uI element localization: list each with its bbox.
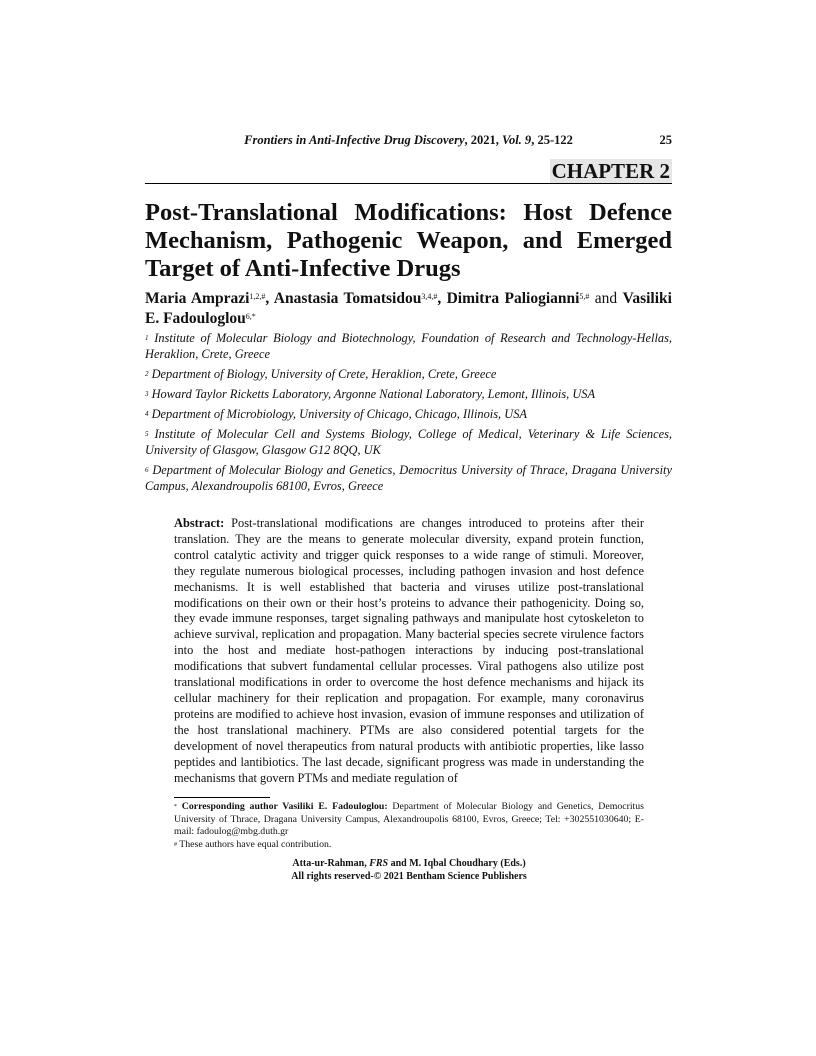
chapter-title: Post-Translational Modifications: Host Defence Mechanism, Pathogenic Weapon, and Emerged Target of Anti-Infective Drugs bbox=[145, 199, 672, 282]
affiliation-text: Institute of Molecular Biology and Biotechnology, Foundation of Research and Technology-Hellas, Heraklion, Crete, Greece bbox=[145, 331, 672, 361]
author-affil-marks: 6,* bbox=[245, 312, 256, 321]
header-rule bbox=[145, 183, 672, 184]
journal-volume: Vol. 9 bbox=[502, 133, 532, 147]
affiliation-text: Howard Taylor Ricketts Laboratory, Argonne National Laboratory, Lemont, Illinois, USA bbox=[151, 387, 596, 401]
journal-name: Frontiers in Anti-Infective Drug Discovery bbox=[244, 133, 465, 147]
editors-names: Atta-ur-Rahman, bbox=[292, 858, 370, 869]
author-list bbox=[145, 289, 672, 329]
author-affil-marks: 1,2,# bbox=[249, 292, 266, 301]
affiliation-item bbox=[145, 386, 672, 402]
equal-contribution-footnote bbox=[174, 839, 644, 852]
journal-year: , 2021, bbox=[464, 133, 502, 147]
affiliation-text: Department of Molecular Biology and Genetics, Democritus University of Thrace, Dragana University Campus, Alexandroupolis 68100, Evros, Greece bbox=[145, 463, 672, 493]
editors-names-cont: and M. Iqbal Choudhary (Eds.) bbox=[388, 858, 526, 869]
affiliation-text: Department of Microbiology, University of Chicago, Chicago, Illinois, USA bbox=[151, 407, 527, 421]
editors-line bbox=[174, 857, 644, 870]
abstract-text: Post-translational modifications are changes introduced to proteins after their translation. They are the means to generate molecular diversity, expand protein function, control catalytic activity and trigger quick responses to a wide range of stimuli. Moreover, they regulate numerous biological processes, including pathogen invasion and host defence mechanisms. It is well established that bacteria and viruses utilize post-translational modifications on their own or their host’s proteins to advance their pathogenicity. Doing so, they evade immune responses, target signaling pathways and manipulate host cytoskeleton to achieve survival, replication and propagation. Many bacterial species secrete virulence factors into the host and mediate host-pathogen interactions by inducing post-translational modifications that subvert fundamental cellular processes. Viral pathogens also utilize post translational modifications in order to overcome the host defence mechanisms and hijack its cellular machinery for their replication and propagation. For example, many coronavirus proteins are modified to achieve host invasion, evasion of immune responses and utilization of the host translational machinery. PTMs are also considered potential targets for the development of novel therapeutics from natural products with antibiotic properties, like lasso peptides and lantibiotics. The last decade, significant progress was made in understanding the mechanisms that govern PTMs and mediate regulation of bbox=[174, 516, 644, 785]
page-number: 25 bbox=[659, 133, 672, 147]
author-affil-marks: 5,# bbox=[579, 292, 590, 301]
corresponding-footnote bbox=[174, 801, 644, 839]
affiliation-item bbox=[145, 426, 672, 458]
affiliation-text: Department of Biology, University of Crete, Heraklion, Crete, Greece bbox=[151, 367, 497, 381]
footnotes bbox=[174, 801, 644, 851]
chapter-label: CHAPTER 2 bbox=[551, 159, 670, 183]
equal-contribution-text: These authors have equal contribution. bbox=[177, 838, 332, 850]
author-name: Anastasia Tomatsidou bbox=[273, 290, 422, 307]
affiliation-number: 5 bbox=[145, 430, 149, 438]
affiliation-number: 1 bbox=[145, 334, 149, 342]
corresponding-label: Corresponding author Vasiliki E. Fadouloglou: bbox=[181, 801, 388, 812]
affiliation-number: 6 bbox=[145, 466, 149, 474]
abstract-label: Abstract: bbox=[174, 516, 225, 530]
author-affil-marks: 3,4,# bbox=[421, 292, 438, 301]
affiliation-list bbox=[145, 330, 672, 498]
author-name: Vasiliki E. Fadouloglou bbox=[145, 290, 672, 327]
footnote-mark: * bbox=[174, 804, 177, 810]
author-name: Maria Amprazi bbox=[145, 290, 250, 307]
affiliation-number: 3 bbox=[145, 390, 149, 398]
footnote-mark: # bbox=[174, 841, 177, 848]
rights-line: All rights reserved-© 2021 Bentham Science Publishers bbox=[291, 871, 527, 882]
affiliation-number: 2 bbox=[145, 370, 149, 378]
author-name: Dimitra Paliogianni bbox=[446, 290, 580, 307]
author-separator: , bbox=[437, 290, 447, 307]
footnote-rule bbox=[174, 797, 270, 798]
affiliation-item bbox=[145, 330, 672, 362]
author-separator: and bbox=[589, 290, 623, 307]
journal-pages: , 25-122 bbox=[531, 133, 573, 147]
affiliation-item bbox=[145, 366, 672, 382]
author-separator: , bbox=[265, 290, 274, 307]
running-header bbox=[145, 133, 672, 148]
affiliation-item bbox=[145, 406, 672, 422]
abstract bbox=[174, 516, 644, 786]
publisher-info bbox=[174, 857, 644, 883]
affiliation-item bbox=[145, 462, 672, 494]
editors-frs: FRS bbox=[369, 858, 389, 869]
affiliation-text: Institute of Molecular Cell and Systems Biology, College of Medical, Veterinary & Life Sciences, University of Glasgow, Glasgow G12 8QQ, UK bbox=[145, 427, 672, 457]
corresponding-text: Department of Molecular Biology and Genetics, Democritus University of Thrace, Dragana University Campus, Alexandroupolis 68100, Evros, Greece; Tel: +302551030640; E-mail: fadoulog@mbg.duth.gr bbox=[174, 801, 644, 837]
affiliation-number: 4 bbox=[145, 410, 149, 418]
